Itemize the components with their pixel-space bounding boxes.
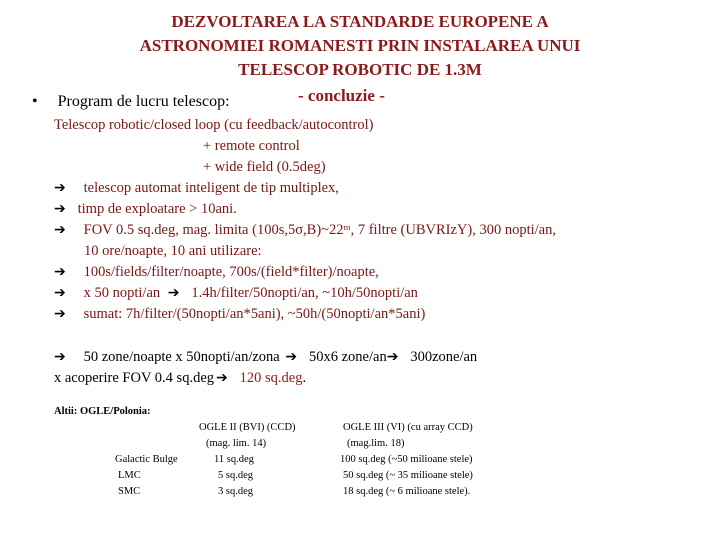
row-label-smc: SMC [118,486,141,497]
bullet-marker: • [32,93,38,110]
arrow-right-icon: ➔ [54,350,66,365]
body-line-10b-text: 7h/filter/(50nopti/an*5ani), ~50h/(50nopti/an*5ani) [125,306,426,322]
row-1-col1: 11 sq.deg [214,454,254,465]
col1-header-1: OGLE II (BVI) (CCD) [199,422,296,433]
arrow-right-icon: ➔ [216,371,228,386]
col1-header-2: (mag. lim. 14) [206,438,267,449]
arrow-right-icon: ➔ [54,223,66,238]
body-line-5-text: timp de exploatare > 10ani. [77,201,237,217]
arrow-right-icon: ➔ [54,202,66,217]
arrow-right-icon: ➔ [54,286,66,301]
body-line-5 [54,201,237,218]
col2-header-1: OGLE III (VI) (cu array CCD) [343,422,473,433]
title-line-3: TELESCOP ROBOTIC DE 1.3M [238,60,482,79]
body-line-8 [54,264,379,281]
body-line-7: 10 ore/noapte, 10 ani utilizare: [84,243,262,259]
body-line-12a-text: x acoperire FOV 0.4 sq.deg [54,370,215,386]
arrow-right-icon: ➔ [54,307,66,322]
arrow-right-icon: ➔ [386,350,399,365]
body-line-9 [54,285,418,302]
body-line-9a-text: x 50 nopti/an [83,285,161,301]
row-2-col2: 50 sq.deg (~ 35 milioane stele) [343,470,473,481]
body-line-6 [54,222,556,239]
body-line-11c-text: 300zone/an [410,349,478,365]
title-line-2: ASTRONOMIEI ROMANESTI PRIN INSTALAREA UNUI [139,36,581,55]
bullet-text: Program de lucru telescop: [57,93,230,110]
body-line-3: + wide field (0.5deg) [203,159,326,175]
row-2-col1: 5 sq.deg [218,470,253,481]
row-label-galactic-bulge: Galactic Bulge [115,454,178,465]
body-line-12 [54,370,306,387]
col2-header-2: (mag.lim. 18) [347,438,405,449]
body-line-8-text: 100s/fields/filter/noapte, 700s/(field*filter)/noapte, [83,264,379,280]
body-line-12b-text: 120 sq.deg [239,370,303,386]
row-label-lmc: LMC [118,470,141,481]
title-line-1: DEZVOLTAREA LA STANDARDE EUROPENE A [171,12,549,31]
arrow-right-icon: ➔ [167,286,180,301]
body-line-11b-text: 50x6 zone/an [308,349,387,365]
body-line-2: + remote control [203,138,300,154]
arrow-right-icon: ➔ [285,350,298,365]
body-line-4 [54,180,339,197]
row-3-col1: 3 sq.deg [218,486,253,497]
arrow-right-icon: ➔ [54,181,66,196]
body-line-4-text: telescop automat inteligent de tip multiplex, [83,180,339,196]
body-line-10a-text: sumat: [83,306,123,322]
body-line-12c-text: . [302,370,307,386]
row-3-col2: 18 sq.deg (~ 6 milioane stele). [343,486,471,497]
body-line-1: Telescop robotic/closed loop (cu feedback/autocontrol) [54,117,374,133]
arrow-right-icon: ➔ [54,265,66,280]
body-line-6-text: FOV 0.5 sq.deg, mag. limita (100s,5σ,B)~22ᵐ, 7 filtre (UBVRIzY), 300 nopti/an, [83,222,556,238]
body-line-11 [54,349,477,366]
body-line-10 [54,306,425,323]
row-1-col2: 100 sq.deg (~50 milioane stele) [340,454,473,465]
others-label: Altii: OGLE/Polonia: [54,406,151,417]
body-line-9b-text: 1.4h/filter/50nopti/an, ~10h/50nopti/an [191,285,418,301]
bullet-item [32,93,230,111]
body-line-11a-text: 50 zone/noapte x 50nopti/an/zona [83,349,280,365]
subtitle-concluzie: - concluzie - [298,86,385,105]
